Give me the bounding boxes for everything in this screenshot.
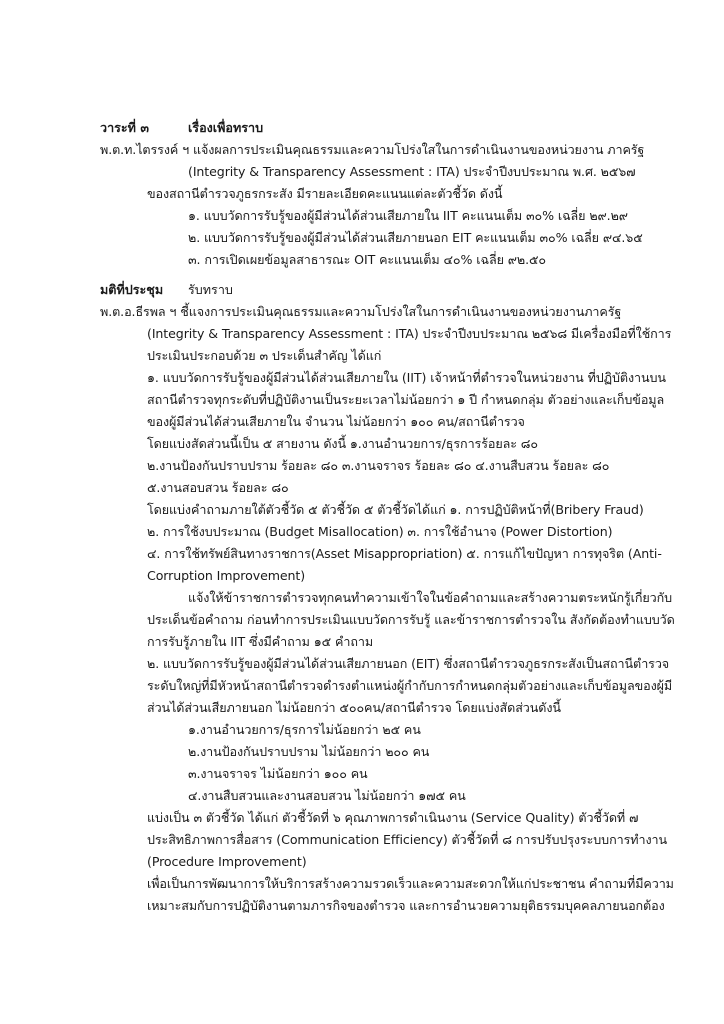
explain-line: ของผู้มีส่วนได้ส่วนเสียภายใน จำนวน ไม่น้อยกว่า ๑๐๐ คน/สถานีตำรวจ	[147, 414, 525, 429]
agenda-title: เรื่องเพื่อทราบ	[188, 120, 264, 135]
resolution-value: รับทราบ	[188, 282, 233, 297]
explain-line: ๕.งานสอบสวน ร้อยละ ๘๐	[147, 480, 289, 495]
explain-line: (Integrity & Transparency Assessment : ITA) ประจำปีงบประมาณ ๒๕๖๘ มีเครื่องมือที่ใช้การ	[147, 326, 672, 341]
explain-line: Corruption Improvement)	[147, 568, 306, 583]
explain-line: พ.ต.อ.ธีรพล ฯ ชี้แจงการประเมินคุณธรรมและความโปร่งใสในการดำเนินงานของหน่วยงานภาครัฐ	[100, 304, 622, 319]
agenda-label: วาระที่ ๓	[100, 120, 149, 135]
explain-line: ๒. การใช้งบประมาณ (Budget Misallocation) ๓. การใช้อำนาจ (Power Distortion)	[147, 524, 613, 539]
explain-line: ๑. แบบวัดการรับรู้ของผู้มีส่วนได้ส่วนเสียภายใน (IIT) เจ้าหน้าที่ตำรวจในหน่วยงาน ที่ปฏิบัติงานบน	[147, 370, 666, 385]
explain-line: ๑.งานอำนวยการ/ธุรการไม่น้อยกว่า ๒๕ คน	[188, 722, 421, 737]
explain-line: โดยแบ่งคำถามภายใต้ตัวชี้วัด ๕ ตัวชี้วัด ๕ ตัวชี้วัดได้แก่ ๑. การปฏิบัติหน้าที่(Bribery Fraud)	[147, 502, 644, 517]
report-item: ๓. การเปิดเผยข้อมูลสาธารณะ OIT คะแนนเต็ม ๔๐% เฉลี่ย ๙๒.๕๐	[188, 252, 546, 267]
report-item: ๒. แบบวัดการรับรู้ของผู้มีส่วนได้ส่วนเสียภายนอก EIT คะแนนเต็ม ๓๐% เฉลี่ย ๙๔.๖๕	[188, 230, 643, 245]
explain-line: สถานีตำรวจทุกระดับที่ปฏิบัติงานเป็นระยะเวลาไม่น้อยกว่า ๑ ปี กำหนดกลุ่ม ตัวอย่างและเก็บข้อมูล	[147, 392, 665, 407]
explain-line: ระดับใหญ่ที่มีหัวหน้าสถานีตำรวจดำรงตำแหน่งผู้กำกับการกำหนดกลุ่มตัวอย่างและเก็บข้อมูลของผู้มี	[147, 678, 673, 693]
report-line: ของสถานีตำรวจภูธรกระสัง มีรายละเอียดคะแนนแต่ละตัวชี้วัด ดังนี้	[147, 186, 503, 201]
explain-line: ประเด็นข้อคำถาม ก่อนทำการประเมินแบบวัดการรับรู้ และข้าราชการตำรวจใน สังกัดต้องทำแบบวัด	[147, 612, 675, 627]
explain-line: โดยแบ่งสัดส่วนนี้เป็น ๕ สายงาน ดังนี้ ๑.งานอำนวยการ/ธุรการร้อยละ ๘๐	[147, 436, 539, 451]
explain-line: ประเมินประกอบด้วย ๓ ประเด็นสำคัญ ได้แก่	[147, 348, 382, 363]
explain-line: การรับรู้ภายใน IIT ซึ่งมีคำถาม ๑๕ คำถาม	[147, 634, 374, 649]
explain-line: เพื่อเป็นการพัฒนาการให้บริการสร้างความรวดเร็วและความสะดวกให้แก่ประชาชน คำถามที่มีความ	[147, 876, 674, 891]
explain-line: ๒.งานป้องกันปราบปราม ร้อยละ ๘๐ ๓.งานจราจร ร้อยละ ๘๐ ๔.งานสืบสวน ร้อยละ ๘๐	[147, 458, 610, 473]
explain-line: ๔.งานสืบสวนและงานสอบสวน ไม่น้อยกว่า ๑๗๕ คน	[188, 788, 466, 803]
explain-line: ๔. การใช้ทรัพย์สินทางราชการ(Asset Misappropriation) ๕. การแก้ไขปัญหา การทุจริต (Anti-	[147, 546, 662, 561]
explain-line: ประสิทธิภาพการสื่อสาร (Communication Efficiency) ตัวชี้วัดที่ ๘ การปรับปรุงระบบการทำงาน	[147, 832, 668, 847]
report-line: พ.ต.ท.ไตรรงค์ ฯ แจ้งผลการประเมินคุณธรรมและความโปร่งใสในการดำเนินงานของหน่วยงาน ภาครัฐ	[100, 142, 645, 157]
explain-line: ๒.งานป้องกันปราบปราม ไม่น้อยกว่า ๒๐๐ คน	[188, 744, 430, 759]
explain-line: (Procedure Improvement)	[147, 854, 307, 869]
report-item: ๑. แบบวัดการรับรู้ของผู้มีส่วนได้ส่วนเสียภายใน IIT คะแนนเต็ม ๓๐% เฉลี่ย ๒๙.๒๙	[188, 208, 628, 223]
explain-line: แจ้งให้ข้าราชการตำรวจทุกคนทำความเข้าใจในข้อคำถามและสร้างความตระหนักรู้เกี่ยวกับ	[188, 590, 673, 605]
explain-line: แบ่งเป็น ๓ ตัวชี้วัด ได้แก่ ตัวชี้วัดที่ ๖ คุณภาพการดำเนินงาน (Service Quality) ตัวชี้วัดที่ ๗	[147, 810, 639, 825]
explain-line: ๒. แบบวัดการรับรู้ของผู้มีส่วนได้ส่วนเสียภายนอก (EIT) ซึ่งสถานีตำรวจภูธรกระสังเป็นสถานีตำรวจ	[147, 656, 670, 671]
explain-line: ส่วนได้ส่วนเสียภายนอก ไม่น้อยกว่า ๕๐๐คน/สถานีตำรวจ โดยแบ่งสัดส่วนดังนี้	[147, 700, 561, 715]
resolution-label: มติที่ประชุม	[100, 282, 164, 297]
explain-line: ๓.งานจราจร ไม่น้อยกว่า ๑๐๐ คน	[188, 766, 368, 781]
explain-line: เหมาะสมกับการปฏิบัติงานตามภารกิจของตำรวจ และการอำนวยความยุติธรรมบุคคลภายนอกต้อง	[147, 898, 665, 913]
report-line: (Integrity & Transparency Assessment : ITA) ประจำปีงบประมาณ พ.ศ. ๒๕๖๗	[188, 164, 636, 179]
